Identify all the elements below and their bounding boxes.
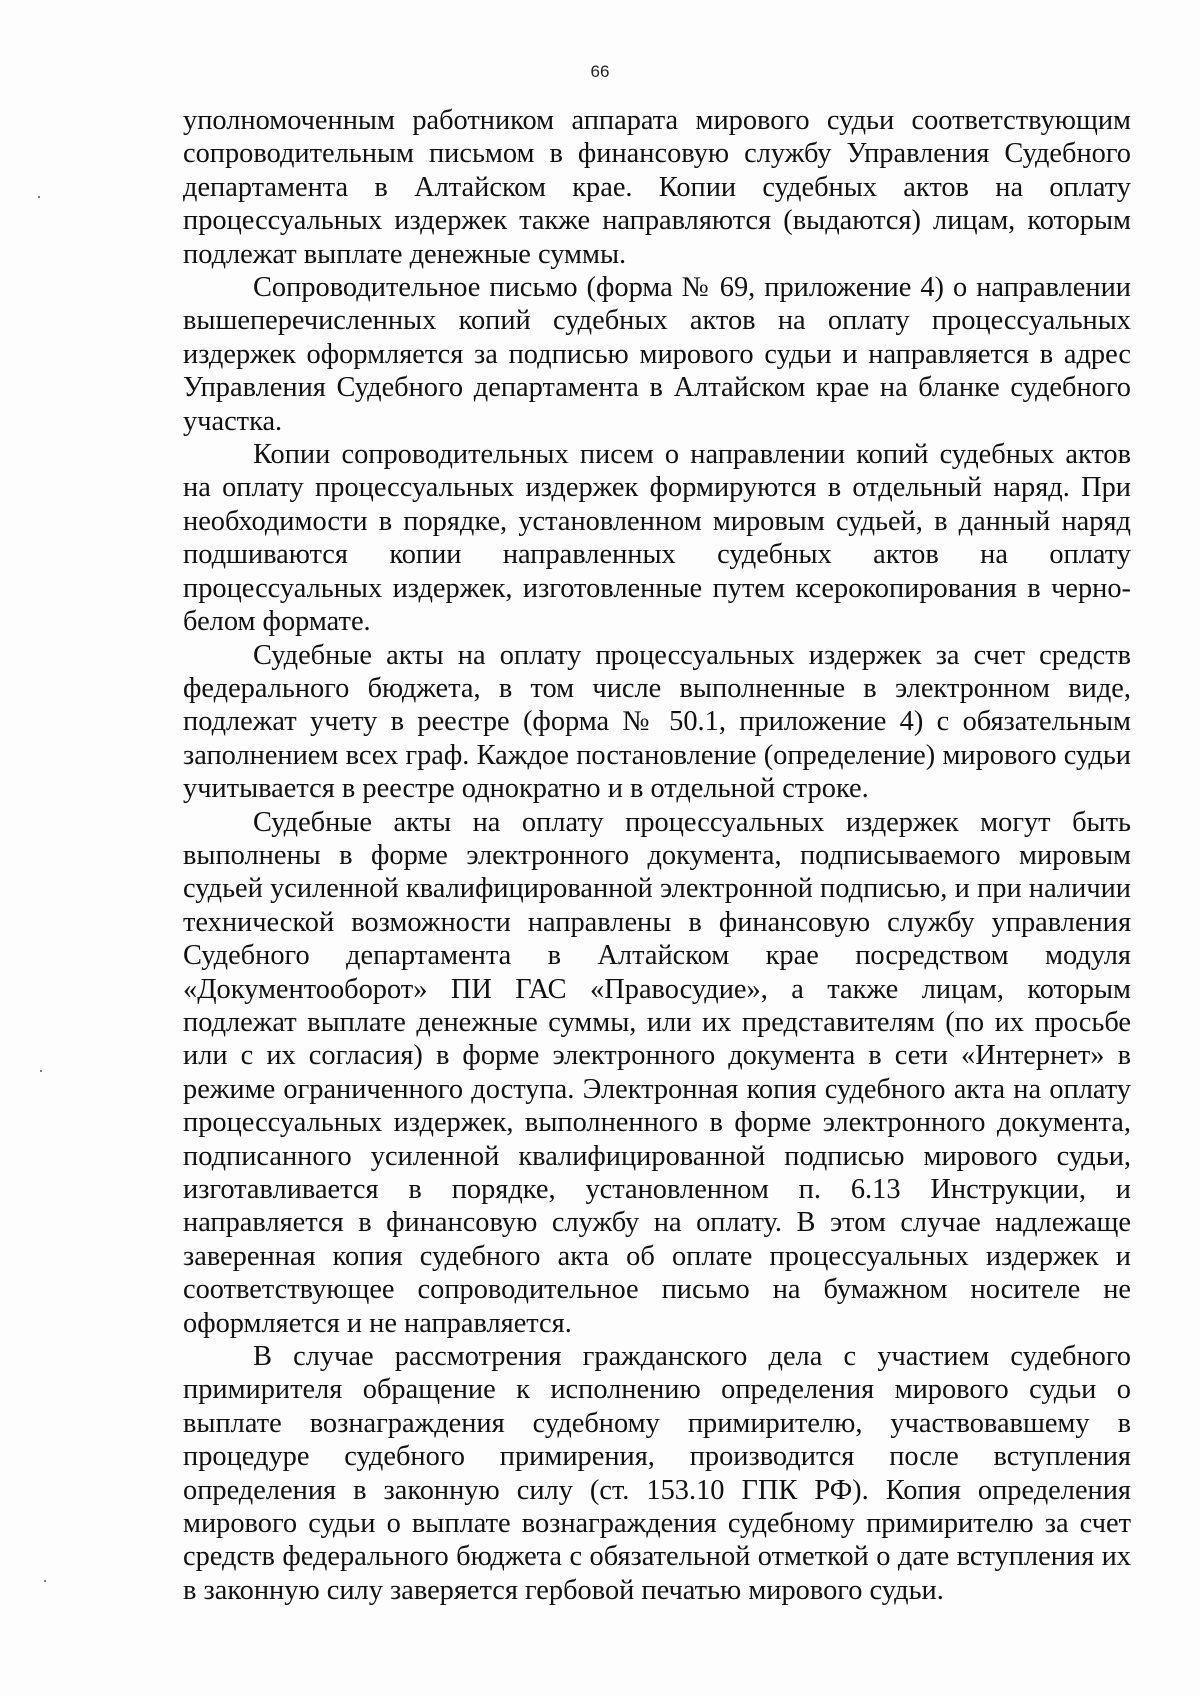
scan-speck <box>44 1580 46 1582</box>
document-body <box>183 104 1131 1607</box>
paragraph-conciliator: В случае рассмотрения гражданского дела с участием судебного примирителя обращение к исполнению определения мирового судьи о выплате вознаграждения судебному примирителю, участвовавшему в процедуре судебного примирения, производится после вступления определения в законную силу (ст. 153.10 ГПК РФ). Копия определения мирового судьи о выплате вознаграждения судебному примирителю за счет средств федерального бюджета с обязательной отметкой о дате вступления их в законную силу заверяется гербовой печатью мирового судьи. <box>183 1341 1131 1606</box>
page-number: 66 <box>590 62 610 81</box>
paragraph-continuation: уполномоченным работником аппарата мирового судьи соответствующим сопроводительным письмом в финансовую службу Управления Судебного департамента в Алтайском крае. Копии судебных актов на оплату процессуальных издержек также направляются (выдаются) лицам, которым подлежат выплате денежные суммы. <box>183 105 1131 270</box>
scan-speck <box>40 1070 42 1072</box>
paragraph-letter-copies: Копии сопроводительных писем о направлении копий судебных актов на оплату процессуальных издержек формируются в отдельный наряд. При необходимости в порядке, установленном мировым судьей, в данный наряд подшиваются копии направленных судебных актов на оплату процессуальных издержек, изготовленные путем ксерокопирования в черно-белом формате. <box>183 439 1131 638</box>
scan-speck <box>38 196 40 198</box>
paragraph-electronic-acts: Судебные акты на оплату процессуальных издержек могут быть выполнены в форме электронного документа, подписываемого мировым судьей усиленной квалифицированной электронной подписью, и при наличии технической возможности направлены в финансовую службу управления Судебного департамента в Алтайском крае посредством модуля «Документооборот» ПИ ГАС «Правосудие», а также лицам, которым подлежат выплате денежные суммы, или их представителям (по их просьбе или с их согласия) в форме электронного документа в сети «Интернет» в режиме ограниченного доступа. Электронная копия судебного акта на оплату процессуальных издержек, выполненного в форме электронного документа, подписанного усиленной квалифицированной подписью мирового судьи, изготавливается в порядке, установленном п. 6.13 Инструкции, и направляется в финансовую службу на оплату. В этом случае надлежаще заверенная копия судебного акта об оплате процессуальных издержек и соответствующее сопроводительное письмо на бумажном носителе не оформляется и не направляется. <box>183 806 1131 1339</box>
paragraph-cover-letter: Сопроводительное письмо (форма № 69, приложение 4) о направлении вышеперечисленных копий судебных актов на оплату процессуальных издержек оформляется за подписью мирового судьи и направляется в адрес Управления Судебного департамента в Алтайском крае на бланке судебного участка. <box>183 272 1131 437</box>
paragraph-registry: Судебные акты на оплату процессуальных издержек за счет средств федерального бюджета, в том числе выполненные в электронном виде, подлежат учету в реестре (форма № 50.1, приложение 4) с обязательным заполнением всех граф. Каждое постановление (определение) мирового судьи учитывается в реестре однократно и в отдельной строке. <box>183 639 1131 805</box>
